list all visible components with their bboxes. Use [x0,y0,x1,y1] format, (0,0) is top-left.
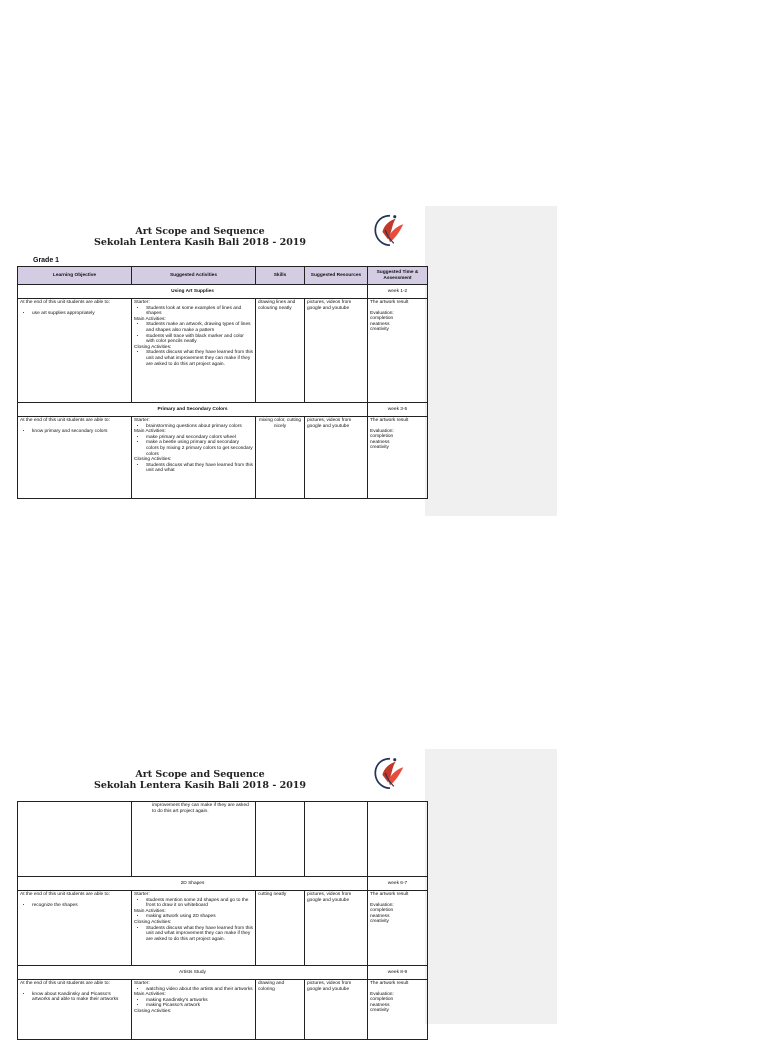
section-week: week 3-5 [368,403,428,417]
section-row [18,877,428,891]
title-line-2: Sekolah Lentera Kasih Bali 2018 - 2019 [93,780,307,791]
table-row [18,417,428,499]
objective-item: • use art supplies appropriately [32,311,129,317]
header-activities: Suggested Activities [132,267,256,285]
objective-item: • recognize the shapes [32,903,129,909]
section-title: Primary and Secondary Colors [18,403,368,417]
grade-label: Grade 1 [33,257,60,264]
header-resources: Suggested Resources [305,267,368,285]
section-week: week 6-7 [368,877,428,891]
table-row [18,980,428,1040]
table-row [18,802,428,877]
scope-table-page-1 [17,266,428,499]
assessment-cell: The artwork result Evaluation: completion neatness creativity [368,299,428,403]
resources-cell [305,802,368,877]
skills-cell: mixing color, cutting nicely [256,417,305,499]
title-line-1: Art Scope and Sequence [135,226,265,237]
section-row [18,403,428,417]
page-side-panel [425,206,557,516]
school-logo-icon [371,754,409,792]
page-side-panel [425,749,557,1024]
assessment-cell: The artwork result Evaluation: completion neatness creativity [368,980,428,1040]
scope-table-page-2 [17,801,428,1040]
objective-item: • know primary and secondary colors [32,429,129,435]
section-week: week 8-9 [368,966,428,980]
skills-cell: drawing lines and colouring neatly [256,299,305,403]
skills-cell: cutting neatly [256,891,305,966]
resources-cell: pictures, videos from google and youtube [305,891,368,966]
header-skills: Skills [256,267,305,285]
section-row [18,285,428,299]
objective-cell: At the end of this unit students are able to: • know primary and secondary colors [18,417,132,499]
table-row [18,299,428,403]
objective-cell: At the end of this unit students are able to: • recognize the shapes [18,891,132,966]
objective-item: • know about Kandinsky and Picasso's artworks and able to make their artworks [32,992,129,1003]
header-objective: Learning Objective [18,267,132,285]
document-title [0,226,400,248]
school-logo-icon [371,211,409,249]
resources-cell: pictures, videos from google and youtube [305,299,368,403]
title-line-1: Art Scope and Sequence [135,769,265,780]
document-title [0,769,400,791]
objective-cell: At the end of this unit students are able to: • use art supplies appropriately [18,299,132,403]
section-row [18,966,428,980]
table-header-row [18,267,428,285]
resources-cell: pictures, videos from google and youtube [305,980,368,1040]
section-title: Using Art Supplies [18,285,368,299]
activities-cell: improvement they can make if they are asked to do this art project again. [132,802,256,877]
assessment-cell: The artwork result Evaluation: completion neatness creativity [368,891,428,966]
activities-cell: Starter: • students mention some 2d shapes and go to the front to draw it on whiteboard Main Activities: • making artwork using 2D shapes Closing Activities: • Students discuss what they have learned from this unit and what improvement they can make if they are asked to do this art project again. [132,891,256,966]
section-title: 2D Shapes [18,877,368,891]
skills-cell [256,802,305,877]
skills-cell: drawing and coloring [256,980,305,1040]
assessment-cell: The artwork result Evaluation: completion neatness creativity [368,417,428,499]
table-row [18,891,428,966]
objective-cell: At the end of this unit students are able to: • know about Kandinsky and Picasso's artworks and able to make their artworks [18,980,132,1040]
header-time-assessment: Suggested Time & Assessment [368,267,428,285]
activities-cell: Starter: • Students look at some examples of lines and shapes Main Activities: • Students make an artwork, drawing types of lines and shapes also make a pattern • students will trace with black marker and color with color pencils neatly Closing Activities: • Students discuss what they have learned from this unit and what improvement they can make if they are asked to do this art project again. [132,299,256,403]
resources-cell: pictures, videos from google and youtube [305,417,368,499]
section-week: week 1-2 [368,285,428,299]
activities-cell: Starter: • brainstorming questions about primary colors Main Activities: • make primary and secondary colors wheel • make a beetle using primary and secondary colors by mixing 2 primary colors to get secondary colors Closing Activities: • Students discuss what they have learned from this unit and what [132,417,256,499]
title-line-2: Sekolah Lentera Kasih Bali 2018 - 2019 [93,237,307,248]
activities-cell: Starter: • watching video about the artists and their artworks Main Activities: • making Kandinsky's artworks • making Picasso's artwork Closing Activities: [132,980,256,1040]
section-title: Artists Study [18,966,368,980]
assessment-cell [368,802,428,877]
objective-cell [18,802,132,877]
